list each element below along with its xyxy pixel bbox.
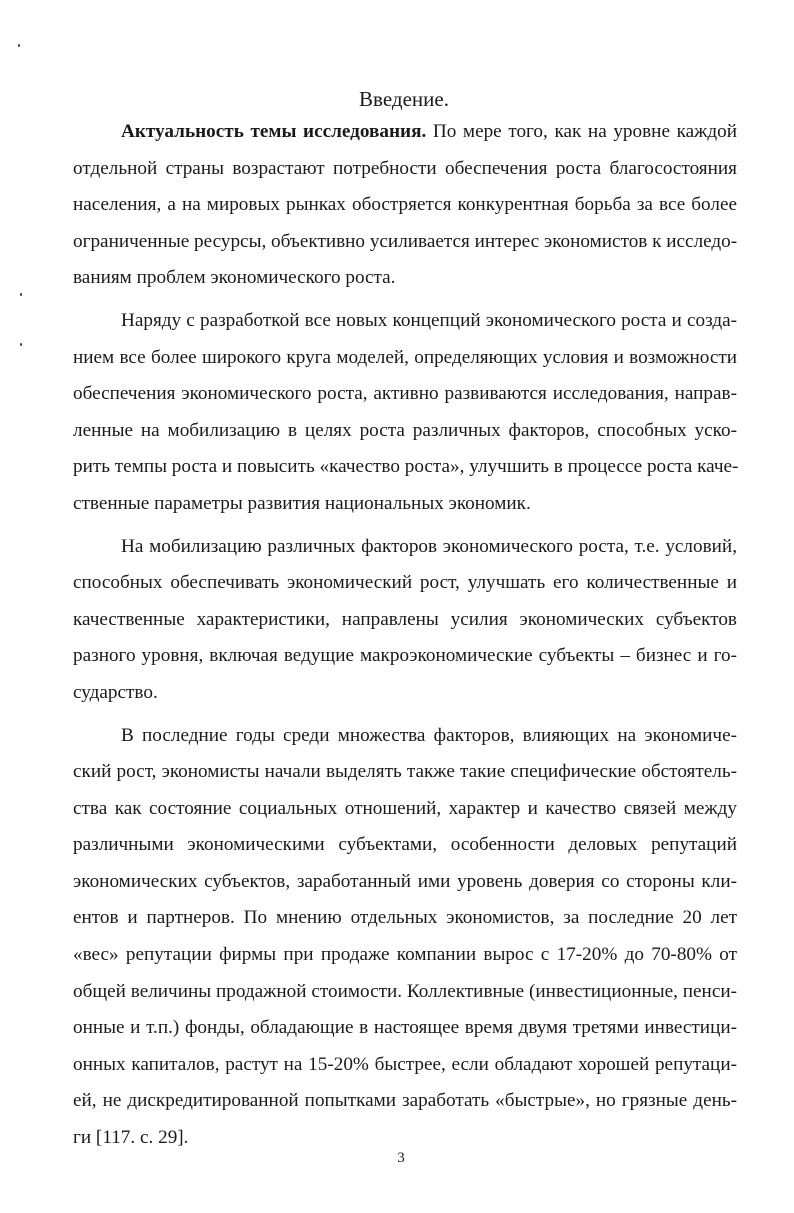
text-line: онные и т.п.) фонды, обладающие в настоящее время двумя третями инвестици- — [73, 1017, 737, 1039]
text-line: ства как состояние социальных отношений, характер и качество связей между — [73, 797, 737, 819]
text-line: экономических субъектов, заработанный ими уровень доверия со стороны кли- — [73, 870, 737, 892]
paragraph — [73, 718, 737, 1157]
paragraph — [73, 303, 737, 523]
text-line: ентов и партнеров. По мнению отдельных экономистов, за последние 20 лет — [73, 907, 737, 929]
text-line: отдельной страны возрастают потребности обеспечения роста благосостояния — [73, 157, 737, 179]
text-line: нием все более широкого круга моделей, определяющих условия и возможности — [73, 346, 737, 368]
text-line: ги [117. с. 29]. — [73, 1127, 189, 1149]
text-line: населения, а на мировых рынках обостряется конкурентная борьба за все более — [73, 194, 737, 216]
scan-speck — [20, 293, 22, 296]
bold-lead: Актуальность темы исследования. — [121, 121, 427, 142]
text-line: На мобилизацию различных факторов экономического роста, т.е. условий, — [121, 535, 737, 557]
paragraph — [73, 529, 737, 712]
text-line: онных капиталов, растут на 15-20% быстрее, если обладают хорошей репутаци- — [73, 1053, 737, 1075]
text-line: ваниям проблем экономического роста. — [73, 267, 396, 289]
text-line: «вес» репутации фирмы при продаже компании вырос с 17-20% до 70-80% от — [73, 944, 737, 966]
scan-speck — [20, 343, 22, 346]
text-line: обеспечения экономического роста, активно развиваются исследования, направ- — [73, 383, 737, 405]
text-line: ственные параметры развития национальных экономик. — [73, 492, 531, 514]
text-line: сударство. — [73, 681, 158, 703]
text-line: способных обеспечивать экономический рост, улучшать его количественные и — [73, 572, 737, 594]
text-line: ей, не дискредитированной попытками заработать «быстрые», но грязные день- — [73, 1090, 737, 1112]
text-line: рить темпы роста и повысить «качество роста», улучшить в процессе роста каче- — [73, 456, 739, 478]
text-line: ский рост, экономисты начали выделять также такие специфические обстоятель- — [73, 761, 737, 783]
text-line: Актуальность темы исследования. По мере того, как на уровне каждой — [121, 121, 738, 142]
text-line: В последние годы среди множества факторов, влияющих на экономиче- — [121, 724, 737, 746]
document-body — [73, 114, 737, 1157]
text-line: различными экономическими субъектами, особенности деловых репутаций — [73, 834, 737, 856]
text-line: Наряду с разработкой все новых концепций экономического роста и созда- — [121, 309, 737, 331]
paragraph — [73, 114, 737, 297]
scan-speck — [18, 44, 20, 47]
page-title: Введение. — [359, 87, 449, 111]
text-line: ограниченные ресурсы, объективно усиливается интерес экономистов к исследо- — [73, 230, 738, 252]
page-number: 3 — [397, 1150, 405, 1166]
text-line: ленные на мобилизацию в целях роста различных факторов, способных уско- — [73, 419, 737, 441]
text-line: общей величины продажной стоимости. Коллективные (инвестиционные, пенси- — [73, 980, 737, 1002]
text-line: разного уровня, включая ведущие макроэкономические субъекты – бизнес и го- — [73, 645, 737, 667]
text-line: качественные характеристики, направлены усилия экономических субъектов — [73, 608, 737, 630]
